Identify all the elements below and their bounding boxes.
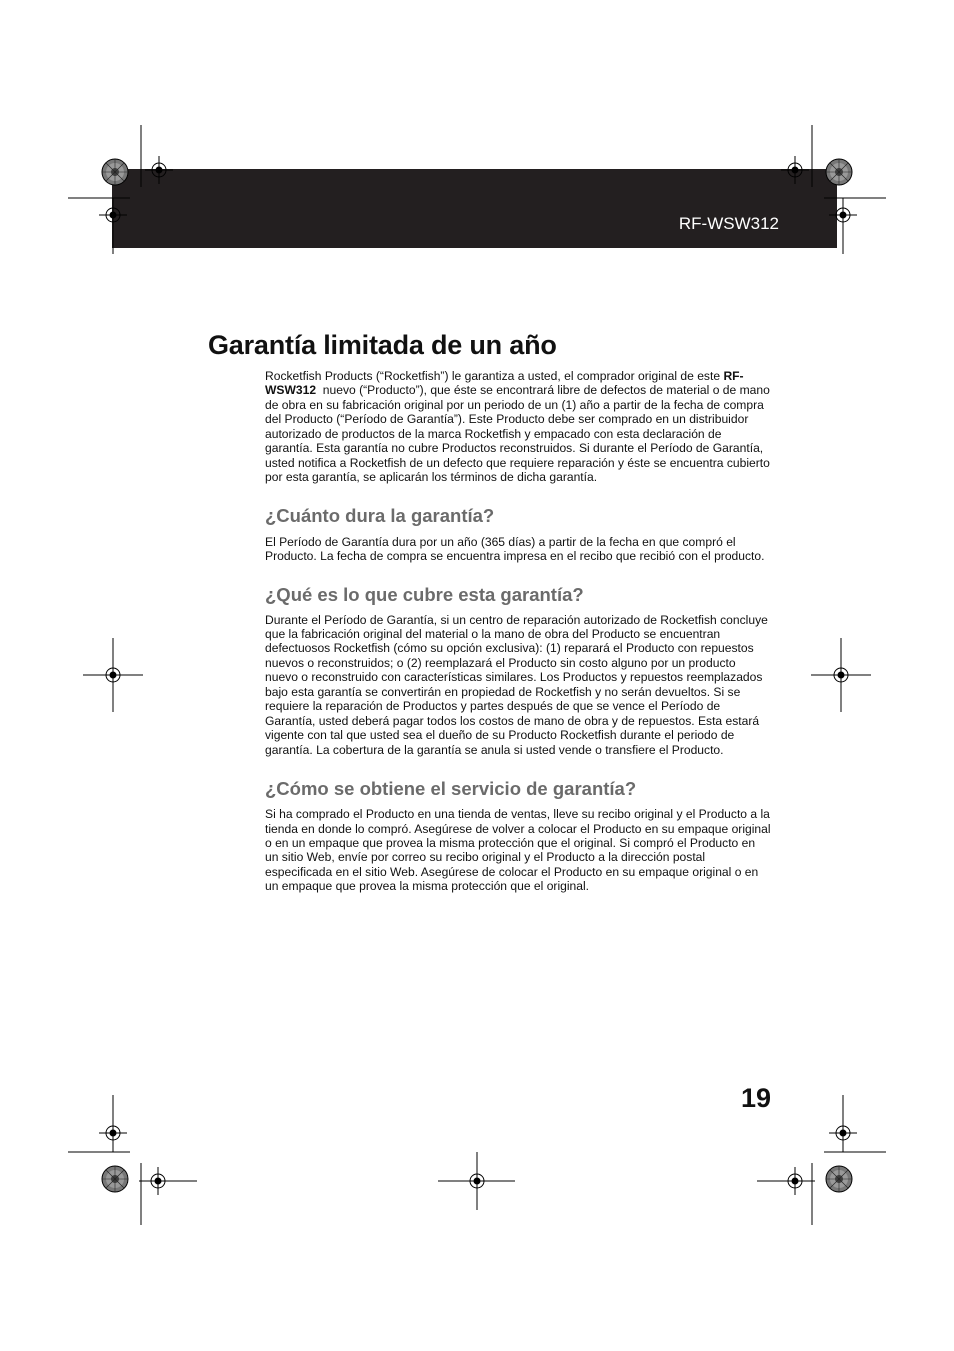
intro-model-bold: RF-WSW312: [265, 369, 744, 398]
registration-star-icon: [102, 159, 128, 185]
registration-star-icon: [826, 159, 852, 185]
section-heading-coverage: ¿Qué es lo que cubre esta garantía?: [265, 583, 584, 605]
registration-target-icon: [99, 1119, 127, 1147]
intro-paragraph: [265, 369, 774, 485]
section-body-duration: El Período de Garantía dura por un año (365 días) a partir de la fecha en que compró el Producto. La fecha de compra se encuentra impresa en el recibo que recibió con el producto.: [265, 534, 765, 564]
registration-target-icon: [827, 661, 855, 689]
registration-target-icon: [145, 156, 173, 184]
registration-target-icon: [781, 156, 809, 184]
registration-target-icon: [829, 201, 857, 229]
registration-target-icon: [781, 1167, 809, 1195]
section-body-service: Si ha comprado el Producto en una tienda de ventas, lleve su recibo original y el Producto a la tienda en donde lo compró. Asegúrese de volver a colocar el Producto en su empaque original o en un empaque que provea la misma protección que el original. Si compró el Producto en un sitio Web, envíe por correo su recibo original y el Producto a la dirección postal especificada en el sitio Web. Asegúrese de colocar el Producto en su empaque original o en un empaque que provea la misma protección que el original.: [265, 807, 771, 894]
registration-target-icon: [99, 661, 127, 689]
registration-star-icon: [826, 1166, 852, 1192]
section-heading-duration: ¿Cuánto dura la garantía?: [265, 504, 495, 526]
registration-target-icon: [463, 1167, 491, 1195]
section-heading-service: ¿Cómo se obtiene el servicio de garantía?: [265, 778, 637, 800]
intro-text-start: Rocketfish Products (“Rocketfish”) le garantiza a usted, el comprador original de este: [265, 369, 724, 383]
registration-target-icon: [829, 1119, 857, 1147]
section-body-coverage: Durante el Período de Garantía, si un centro de reparación autorizado de Rocketfish concluye que la fabricación original del material o la mano de obra del Producto se encuentran defectuosos Rocketfish (cómo su opción exclusiva): (1) reparará el Producto con repuestos nuevos o reconstruidos; o (2) reemplazará el Producto sin costo alguno por un producto nuevo o reconstruido con características similares. Los Productos y repuestos reemplazados bajo esta garantía se convertirán en propiedad de Rocketfish y no serán devueltos. Si se requiere la reparación de Productos y partes después de que se vence el Período de Garantía, usted deberá pagar todos los costos de mano de obra y de repuestos. Esta estará vigente con tal que usted sea el dueño de su Producto Rocketfish durante el periodo de garantía. La cobertura de la garantía se anula si usted vende o transfiere el Producto.: [265, 612, 768, 757]
page-number: 19: [741, 1083, 772, 1113]
page-title: Garantía limitada de un año: [208, 330, 557, 360]
registration-target-icon: [99, 201, 127, 229]
model-label: RF-WSW312: [678, 214, 779, 233]
registration-star-icon: [102, 1166, 128, 1192]
warranty-content: [265, 369, 774, 894]
registration-target-icon: [144, 1167, 172, 1195]
intro-text-end: nuevo (“Producto”), que éste se encontrará libre de defectos de material o de mano de obra en su fabricación original por un periodo de un (1) año a partir de la fecha de compra del Producto (“Período de Garantía”). Este Producto debe ser comprado en un distribuidor autorizado de productos de la marca Rocketfish y empacado con esta declaración de garantía. Esta garantía no cubre Productos reconstruidos. Si durante el Período de Garantía, usted notifica a Rocketfish de un defecto que requiere reparación y éste se encuentra cubierto por esta garantía, se aplicarán los términos de dicha garantía.: [265, 383, 774, 485]
